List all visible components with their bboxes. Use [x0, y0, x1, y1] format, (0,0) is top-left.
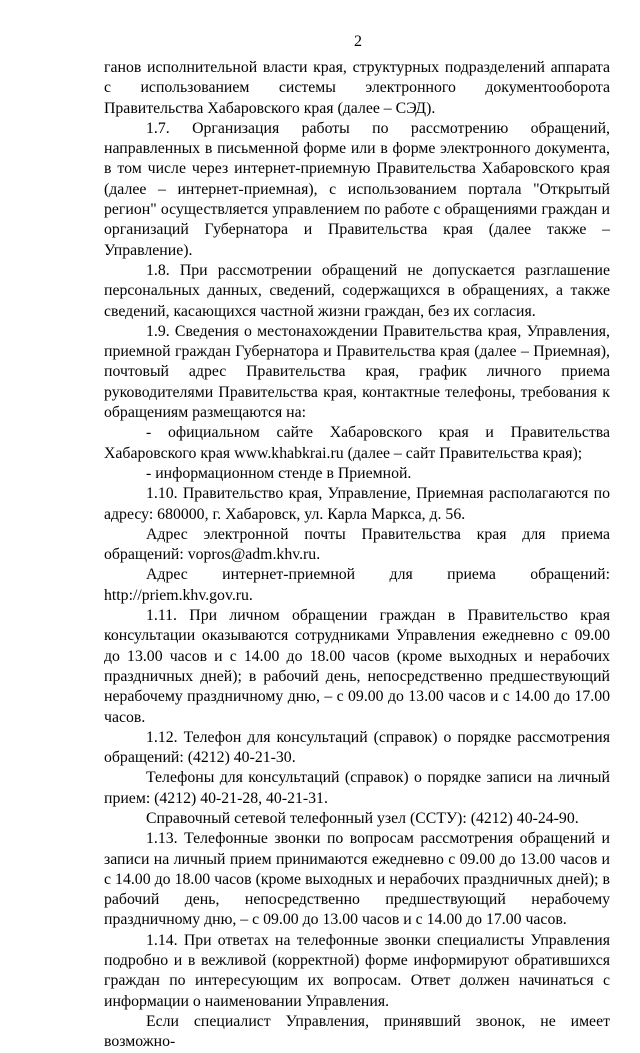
paragraph-1-10: 1.10. Правительство края, Управление, Приемная располагаются по адресу: 680000, г. Хабаровск, ул. Карла Маркса, д. 56.	[104, 485, 610, 523]
paragraph-1-14: 1.14. При ответах на телефонные звонки специалисты Управления подробно и в вежливой (корректной) форме информируют обратившихся граждан по интересующим их вопросам. Ответ должен начинаться с информации о наименовании Управления.	[104, 931, 610, 1010]
document-body	[104, 58, 610, 1053]
paragraph-1-7: 1.7. Организация работы по рассмотрению обращений, направленных в письменной форме или в форме электронного документа, в том числе через интернет-приемную Правительства Хабаровского края (далее – интернет-приемная), с использованием портала "Открытый регион" осуществляется управлением по работе с обращениями граждан и организаций Губернатора и Правительства края (далее также – Управление).	[104, 119, 610, 259]
page-number: 2	[354, 33, 362, 50]
paragraph-1-9-item-website: - официальном сайте Хабаровского края и Правительства Хабаровского края www.khabkrai.ru (далее – сайт Правительства края);	[104, 424, 610, 462]
paragraph-1-12: 1.12. Телефон для консультаций (справок) о порядке рассмотрения обращений: (4212) 40-21-30.	[104, 728, 610, 767]
paragraph-sstu: Справочный сетевой телефонный узел (ССТУ): (4212) 40-24-90.	[146, 809, 579, 827]
paragraph-last: Если специалист Управления, принявший звонок, не имеет возможно-	[104, 1012, 610, 1051]
paragraph-1-9-item-stand: - информационном стенде в Приемной.	[146, 464, 412, 482]
paragraph-1-13: 1.13. Телефонные звонки по вопросам рассмотрения обращений и записи на личный прием принимаются ежедневно с 09.00 до 13.00 часов и с 14.00 до 18.00 часов (кроме выходных и нерабочих праздничных дней); в рабочий день, непосредственно предшествующий нерабочему праздничному дню, – с 09.00 до 13.00 часов и с 14.00 до 17.00 часов.	[104, 830, 610, 929]
paragraph-phones-reception: Телефоны для консультаций (справок) о порядке записи на личный прием: (4212) 40-21-28, 40-21-31.	[104, 769, 610, 807]
paragraph-continuation: ганов исполнительной власти края, структурных подразделений аппарата с использованием системы электронного документооборота Правительства Хабаровского края (далее – СЭД).	[104, 59, 610, 117]
paragraph-1-11: 1.11. При личном обращении граждан в Правительство края консультации оказываются сотрудниками Управления ежедневно с 09.00 до 13.00 часов и с 14.00 до 18.00 часов (кроме выходных и нерабочих праздничных дней); в рабочий день, непосредственно предшествующий нерабочему праздничному дню, – с 09.00 до 13.00 часов и с 14.00 до 17.00 часов.	[104, 607, 610, 726]
paragraph-1-8: 1.8. При рассмотрении обращений не допускается разглашение персональных данных, сведений, содержащихся в обращениях, а также сведений, касающихся частной жизни граждан, без их согласия.	[104, 261, 610, 320]
paragraph-1-9: 1.9. Сведения о местонахождении Правительства края, Управления, приемной граждан Губернатора и Правительства края (далее – Приемная), почтовый адрес Правительства края, график личного приема руководителями Правительства края, контактные телефоны, требования к обращениям размещаются на:	[104, 322, 610, 422]
paragraph-email: Адрес электронной почты Правительства края для приема обращений: vopros@adm.khv.ru.	[104, 525, 610, 564]
paragraph-internet-reception: Адрес интернет-приемной для приема обращений: http://priem.khv.gov.ru.	[104, 566, 610, 604]
